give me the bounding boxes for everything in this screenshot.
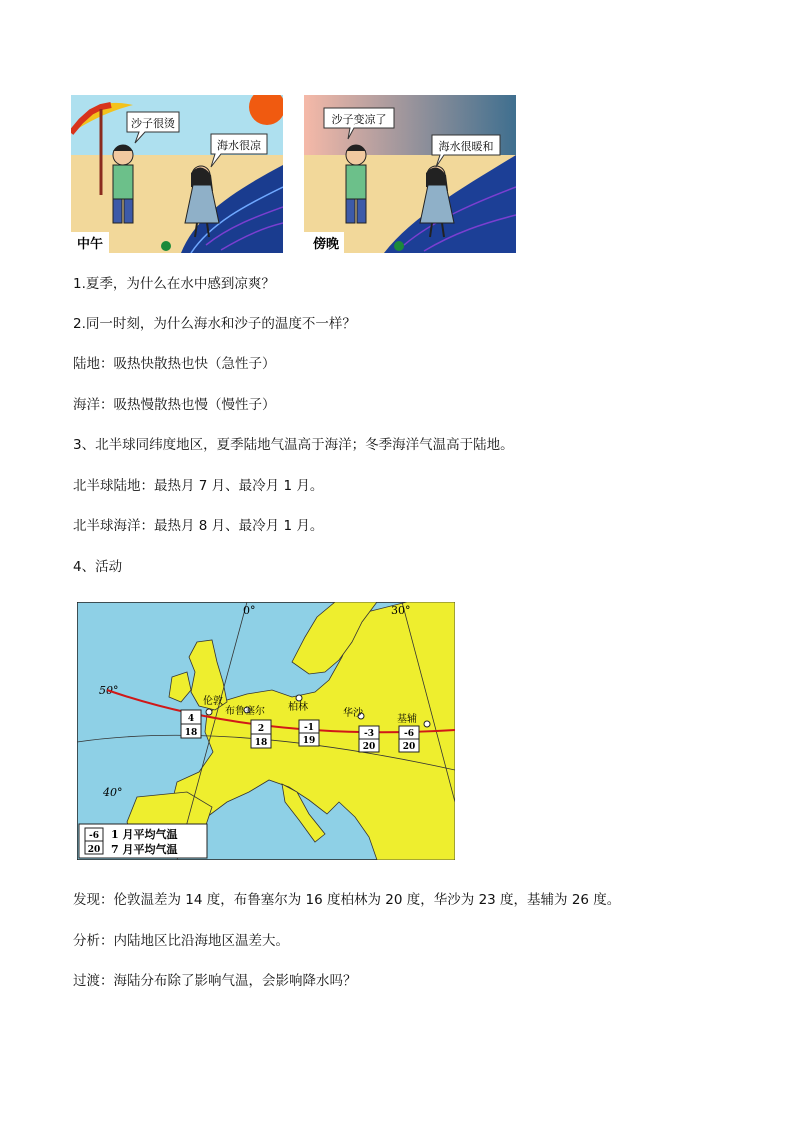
jul-temp: 18 [254,738,268,748]
nh-ocean-note: 北半球海洋：最热月 8 月、最冷月 1 月。 [73,518,324,534]
lon-label-0: 0° [243,604,256,617]
jul-temp: 20 [402,742,416,752]
svg-text:沙子变凉了: 沙子变凉了 [331,113,387,126]
comic-panel-noon [71,95,283,253]
jan-temp: -3 [364,729,374,739]
lat-label-40: 40° [103,786,123,799]
jul-temp: 19 [302,736,316,746]
legend-sample-jan: -6 [89,831,99,841]
finding-note: 发现：伦敦温差为 14 度，布鲁塞尔为 16 度柏林为 20 度，华沙为 23 度，基辅为 26 度。 [73,892,621,908]
map-legend [79,824,207,858]
jan-temp: -1 [304,723,314,733]
question-1: 1.夏季，为什么在水中感到凉爽？ [73,276,275,292]
city-name: 布鲁塞尔 [225,706,265,717]
jan-temp: -6 [404,729,414,739]
transition-note: 过渡：海陆分布除了影响气温，会影响降水吗？ [73,973,357,989]
lat-label-50: 50° [99,684,119,697]
point-3: 3、北半球同纬度地区，夏季陆地气温高于海洋；冬季海洋气温高于陆地。 [73,437,514,453]
comic-panel-evening [304,95,516,253]
question-2: 2.同一时刻，为什么海水和沙子的温度不一样？ [73,316,356,332]
jul-temp: 18 [184,728,198,738]
caption-evening: 傍晚 [312,237,340,252]
jul-temp: 20 [362,742,376,752]
jan-temp: 2 [257,724,265,734]
ocean-note: 海洋：吸热慢散热也慢（慢性子） [73,397,276,413]
svg-text:沙子很烫: 沙子很烫 [131,117,175,130]
city-name: 柏林 [288,702,308,713]
caption-noon: 中午 [76,237,104,252]
lon-label-30: 30° [391,604,411,617]
land-note: 陆地：吸热快散热也快（急性子） [73,356,276,372]
activity-heading: 4、活动 [73,559,123,575]
city-name: 伦敦 [203,696,223,707]
legend-sample-jul: 20 [87,845,101,855]
city-name: 基辅 [397,714,417,725]
svg-text:海水很凉: 海水很凉 [217,139,261,152]
svg-text:海水很暖和: 海水很暖和 [438,140,494,153]
jan-temp: 4 [187,714,195,724]
city-name: 华沙 [343,708,363,719]
nh-land-note: 北半球陆地：最热月 7 月、最冷月 1 月。 [73,478,324,494]
legend-jul-label: 7 月平均气温 [111,843,178,856]
analysis-note: 分析：内陆地区比沿海地区温差大。 [73,933,289,949]
legend-jan-label: 1 月平均气温 [111,828,178,841]
europe-temperature-map [77,602,455,860]
